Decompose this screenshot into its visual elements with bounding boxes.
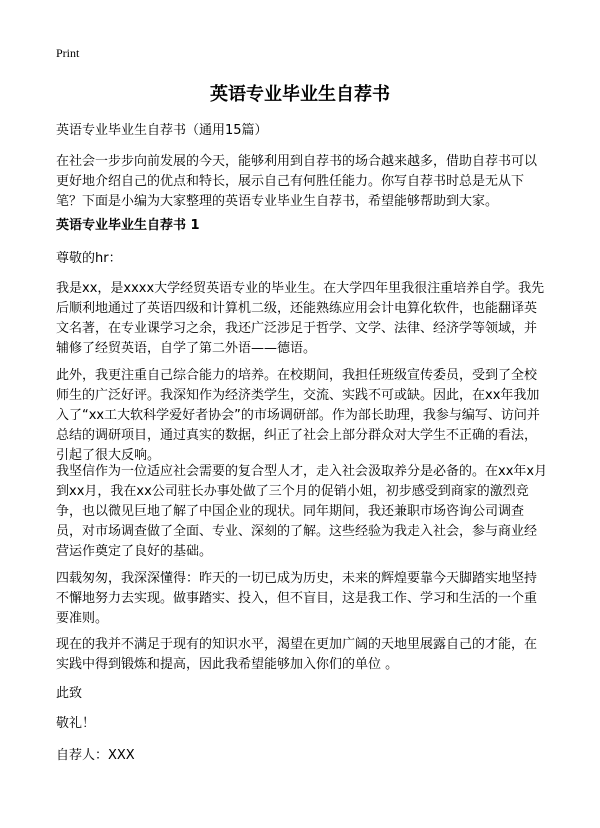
document-title: 英语专业毕业生自荐书 [210,84,390,105]
subtitle: 英语专业毕业生自荐书（通用15篇） [56,123,268,138]
print-link[interactable]: Print [56,46,80,60]
body-paragraph-5: 现在的我并不满足于现有的知识水平，渴望在更加广阔的天地里展露自己的才能，在实践中得到锻炼和提高，因此我希望能够加入你们的单位 。 [56,637,538,672]
body-paragraph-4: 四载匆匆，我深深懂得：昨天的一切已成为历史，未来的辉煌要靠今天脚踏实地坚持不懈地努力去实现。做事踏实、投入，但不盲目，这是我工作、学习和生活的一个重要准则。 [56,571,538,626]
body-paragraph-1: 我是xx，是xxxx大学经贸英语专业的毕业生。在大学四年里我很注重培养自学。我先后顺利地通过了英语四级和计算机二级，还能熟练应用会计电算化软件，也能翻译英文名著，在专业课学习之余，我还广泛涉足于哲学、文学、法律、经济学等领域，并辅修了经贸英语，自学了第二外语——德语。 [56,281,545,356]
closing-line-1: 此致 [56,686,83,701]
body-paragraph-2: 此外，我更注重自己综合能力的培养。在校期间，我担任班级宣传委员，受到了全校师生的广泛好评。我深知作为经济类学生，交流、实践不可或缺。因此，在xx年我加入了“xx工大软科学爱好者协会”的市场调研部。作为部长助理，我参与编写、访问并总结的调研项目，通过真实的数据，纠正了社会上部分群众对大学生不正确的看法，引起了很大反响。 [56,368,540,463]
body-paragraph-3: 我坚信作为一位适应社会需要的复合型人才，走入社会汲取养分是必备的。在xx年x月到xx月，我在xx公司驻长办事处做了三个月的促销小姐，初步感受到商家的激烈竞争，也以微见巨地了解了中国企业的现状。同年期间，我还兼职市场咨询公司调查员，对市场调查做了全面、专业、深刻的了解。这些经验为我走入社会，参与商业经营运作奠定了良好的基础。 [56,464,548,559]
section-heading: 英语专业毕业生自荐书 1 [56,218,200,233]
intro-paragraph: 在社会一步步向前发展的今天，能够利用到自荐书的场合越来越多，借助自荐书可以更好地介绍自己的优点和特长，展示自己有何胜任能力。你写自荐书时总是无从下笔？下面是小编为大家整理的英语专业毕业生自荐书，希望能够帮助到大家。 [56,154,538,209]
signature: 自荐人：XXX [56,748,135,763]
closing-line-2: 敬礼！ [56,716,96,731]
salutation: 尊敬的hr： [56,251,122,266]
